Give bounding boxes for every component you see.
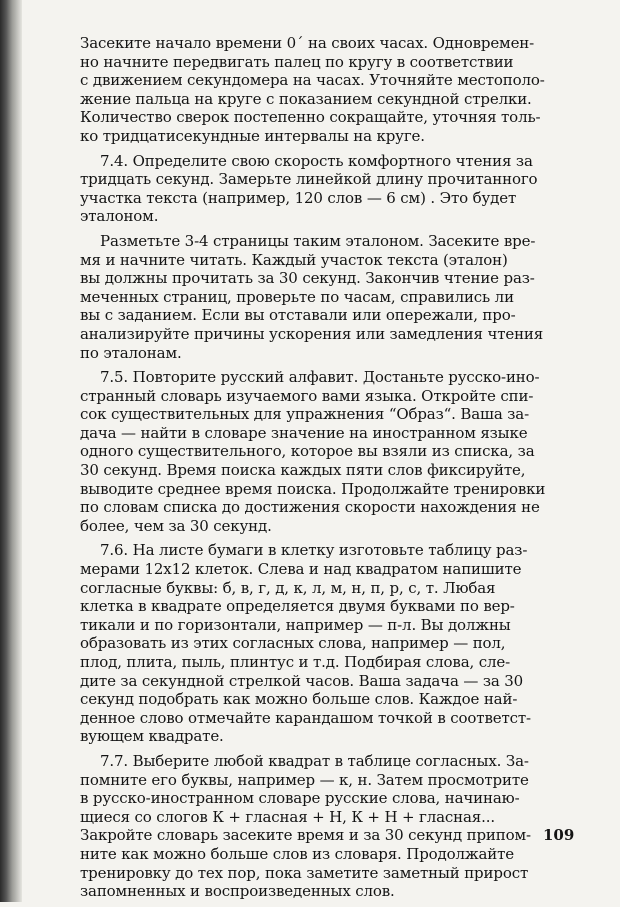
- paragraph: [80, 152, 570, 226]
- text-line: плод, плита, пыль, плинтус и т.д. Подбирая слова, сле-: [80, 653, 511, 671]
- text-line: эталоном.: [80, 207, 159, 226]
- text-line: Разметьте 3-4 страницы таким эталоном. Засеките вре-: [100, 231, 536, 250]
- text-line: дите за секундной стрелкой часов. Ваша задача — за 30: [80, 671, 524, 690]
- text-line: выводите среднее время поиска. Продолжайте тренировки: [80, 479, 546, 498]
- text-line: дача — найти в словаре значение на иностранном языке: [80, 423, 528, 442]
- text-line: одного существительного, которое вы взяли из списка, за: [80, 442, 535, 461]
- text-line: по словам списка до достижения скорости нахождения не: [80, 498, 540, 517]
- text-line: но начните передвигать палец по кругу в соответствии: [80, 52, 514, 71]
- text-line: участка текста (например, 120 слов — 6 см) . Это будет: [80, 188, 517, 207]
- text-line: секунд подобрать как можно больше слов. Каждое най-: [80, 690, 518, 709]
- text-line: тридцать секунд. Замерьте линейкой длину прочитанного: [80, 170, 538, 189]
- text-line: вы с заданием. Если вы отставали или опережали, про-: [80, 306, 516, 325]
- text-line: Количество сверок постепенно сокращайте, уточняя толь-: [80, 108, 541, 127]
- text-line: ните как можно больше слов из словаря. Продолжайте: [80, 844, 515, 863]
- paragraph: [80, 541, 570, 746]
- text-line: 7.5. Повторите русский алфавит. Достаньте русско-ино-: [100, 368, 540, 387]
- text-line: согласные буквы: б, в, г, д, к, л, м, н, п, р, с, т. Любая: [80, 578, 496, 597]
- text-line: анализируйте причины ускорения или замедления чтения: [80, 324, 544, 343]
- text-line: сок существительных для упражнения “Образ“. Ваша за-: [80, 405, 530, 424]
- book-binding-shadow: [0, 0, 22, 902]
- text-line: 30 секунд. Время поиска каждых пяти слов фиксируйте,: [80, 461, 526, 480]
- paragraph: [80, 368, 570, 535]
- text-line: образовать из этих согласных слова, например — пол,: [80, 634, 506, 653]
- text-line: клетка в квадрате определяется двумя буквами по вер-: [80, 597, 515, 616]
- text-line: с движением секундомера на часах. Уточняйте местополо-: [80, 71, 545, 90]
- text-line: вующем квадрате.: [80, 727, 224, 746]
- text-line: в русско-иностранном словаре русские слова, начинаю-: [80, 789, 520, 808]
- page-number: 109: [543, 826, 575, 844]
- text-line: вы должны прочитать за 30 секунд. Закончив чтение раз-: [80, 269, 535, 288]
- text-line: странный словарь изучаемого вами языка. Откройте спи-: [80, 386, 534, 405]
- text-line: мерами 12х12 клеток. Слева и над квадратом напишите: [80, 560, 522, 579]
- paragraph: [80, 232, 570, 362]
- text-line: более, чем за 30 секунд.: [80, 516, 272, 535]
- paragraph: [80, 34, 570, 146]
- text-line: 7.4. Определите свою скорость комфортного чтения за: [100, 151, 533, 170]
- text-line: тренировку до тех пор, пока заметите заметный прирост: [80, 863, 529, 882]
- text-line: меченных страниц, проверьте по часам, справились ли: [80, 287, 514, 306]
- text-line: тикали и по горизонтали, например — п-л. Вы должны: [80, 615, 511, 634]
- text-line: помните его буквы, например — к, н. Затем просмотрите: [80, 770, 529, 789]
- text-line: Закройте словарь засеките время и за 30 секунд припом-: [80, 826, 531, 845]
- paragraph: [80, 752, 570, 901]
- text-line: 7.7. Выберите любой квадрат в таблице согласных. За-: [100, 751, 529, 770]
- text-line: ко тридцатисекундные интервалы на круге.: [80, 126, 425, 145]
- text-line: мя и начните читать. Каждый участок текста (эталон): [80, 250, 508, 269]
- text-line: Засеките начало времени 0´ на своих часах. Одновремен-: [80, 34, 535, 52]
- page-text: [80, 34, 570, 907]
- text-line: щиеся со слогов К + гласная + Н, К + Н + гласная...: [80, 807, 495, 826]
- text-line: 7.6. На листе бумаги в клетку изготовьте таблицу раз-: [100, 541, 528, 560]
- text-line: по эталонам.: [80, 343, 182, 362]
- text-line: денное слово отмечайте карандашом точкой в соответст-: [80, 708, 531, 727]
- text-line: жение пальца на круге с показанием секундной стрелки.: [80, 89, 532, 108]
- text-line: запомненных и воспроизведенных слов.: [80, 882, 395, 901]
